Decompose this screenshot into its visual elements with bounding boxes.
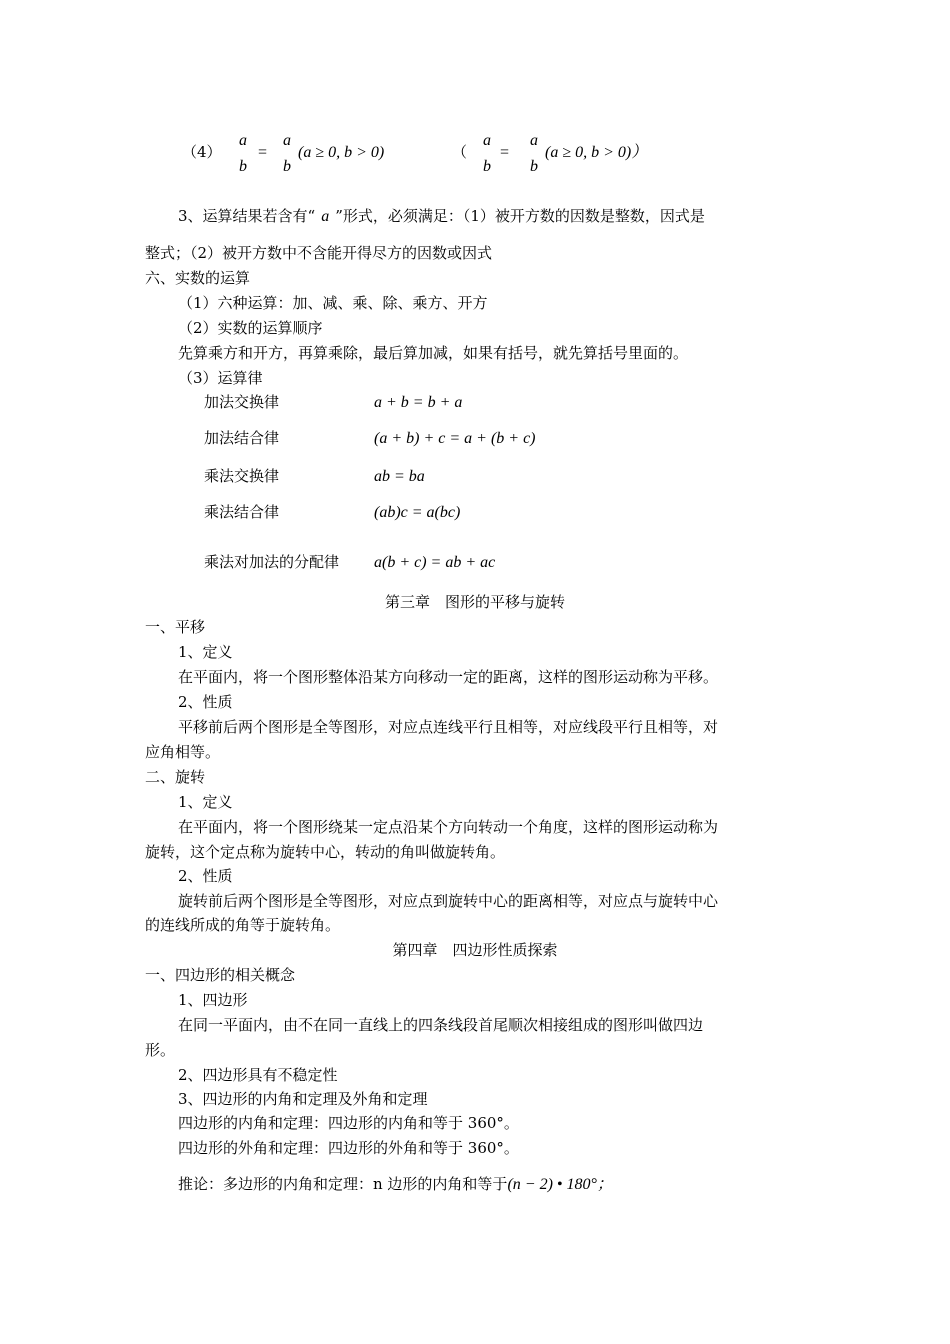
law-formula: (ab)c = a(bc) (374, 504, 461, 521)
law-name: 乘法结合律 (204, 503, 280, 521)
list-item: （2）实数的运算顺序 (178, 319, 323, 337)
law-name: 加法结合律 (204, 429, 280, 447)
law-formula: (a + b) + c = a + (b + c) (374, 430, 536, 447)
law-name: 加法交换律 (204, 393, 280, 411)
paragraph: 在同一平面内，由不在同一直线上的四条线段首尾顺次相接组成的图形叫做四边 (178, 1016, 704, 1034)
fraction-denominator: b (239, 158, 247, 175)
corollary-formula: (n − 2) • 180°； (507, 1176, 613, 1193)
fraction-denominator: b (530, 158, 538, 175)
list-item: （1）六种运算：加、减、乘、除、乘方、开方 (178, 294, 488, 312)
section-heading: 六、实数的运算 (145, 269, 251, 287)
point-3-line1 (178, 206, 705, 227)
equals-sign: = (258, 144, 268, 161)
formula-label: （4） (182, 143, 222, 161)
paragraph: 旋转，这个定点称为旋转中心，转动的角叫做旋转角。 (145, 843, 506, 861)
equals-sign: = (500, 144, 510, 161)
sub-heading: 2、性质 (178, 693, 233, 711)
sub-heading: 2、四边形具有不稳定性 (178, 1066, 338, 1084)
sub-heading: 2、性质 (178, 867, 233, 885)
law-name: 乘法交换律 (204, 467, 280, 485)
law-name: 乘法对加法的分配律 (204, 553, 340, 571)
law-formula: a + b = b + a (374, 394, 463, 411)
paragraph: 旋转前后两个图形是全等图形，对应点到旋转中心的距离相等，对应点与旋转中心 (178, 892, 719, 910)
sqrt-var: a (321, 208, 330, 225)
fraction-numerator: a (239, 132, 247, 149)
condition: (a ≥ 0, b > 0)） (545, 144, 648, 161)
list-item: （3）运算律 (178, 369, 263, 387)
paragraph: 在平面内，将一个图形绕某一定点沿某个方向转动一个角度，这样的图形运动称为 (178, 818, 719, 836)
paragraph: 四边形的外角和定理：四边形的外角和等于 360°。 (178, 1139, 519, 1157)
paragraph: 在平面内，将一个图形整体沿某方向移动一定的距离，这样的图形运动称为平移。 (178, 668, 719, 686)
paragraph: 的连线所成的角等于旋转角。 (145, 916, 341, 934)
text: 推论：多边形的内角和定理：n 边形的内角和等于 (178, 1175, 508, 1193)
text: ”形式，必须满足：（1）被开方数的因数是整数，因式是 (335, 207, 705, 225)
fraction-numerator: a (483, 132, 491, 149)
sub-heading: 1、四边形 (178, 991, 248, 1009)
fraction-numerator: a (283, 132, 291, 149)
text: 3、运算结果若含有“ (178, 207, 316, 225)
chapter-title: 第四章 四边形性质探索 (392, 941, 558, 959)
sub-heading: 3、四边形的内角和定理及外角和定理 (178, 1090, 428, 1108)
paragraph: 先算乘方和开方，再算乘除，最后算加减，如果有括号，就先算括号里面的。 (178, 344, 689, 362)
paren-open: （ (452, 143, 468, 161)
chapter-title: 第三章 图形的平移与旋转 (384, 593, 565, 611)
fraction-numerator: a (530, 132, 538, 149)
law-formula: a(b + c) = ab + ac (374, 554, 496, 571)
paragraph: 应角相等。 (145, 743, 221, 761)
law-formula: ab = ba (374, 468, 425, 485)
condition: (a ≥ 0, b > 0) (298, 144, 385, 161)
section-heading: 一、平移 (145, 618, 206, 636)
point-3-line2: 整式；（2）被开方数中不含能开得尽方的因数或因式 (145, 244, 493, 262)
fraction-denominator: b (283, 158, 291, 175)
sub-heading: 1、定义 (178, 643, 233, 661)
paragraph: 四边形的内角和定理：四边形的内角和等于 360°。 (178, 1114, 519, 1132)
fraction-denominator: b (483, 158, 491, 175)
section-heading: 二、旋转 (145, 768, 206, 786)
paragraph: 形。 (145, 1041, 176, 1059)
section-heading: 一、四边形的相关概念 (145, 966, 296, 984)
paragraph: 平移前后两个图形是全等图形，对应点连线平行且相等，对应线段平行且相等，对 (178, 718, 719, 736)
corollary (178, 1174, 613, 1195)
sub-heading: 1、定义 (178, 793, 233, 811)
